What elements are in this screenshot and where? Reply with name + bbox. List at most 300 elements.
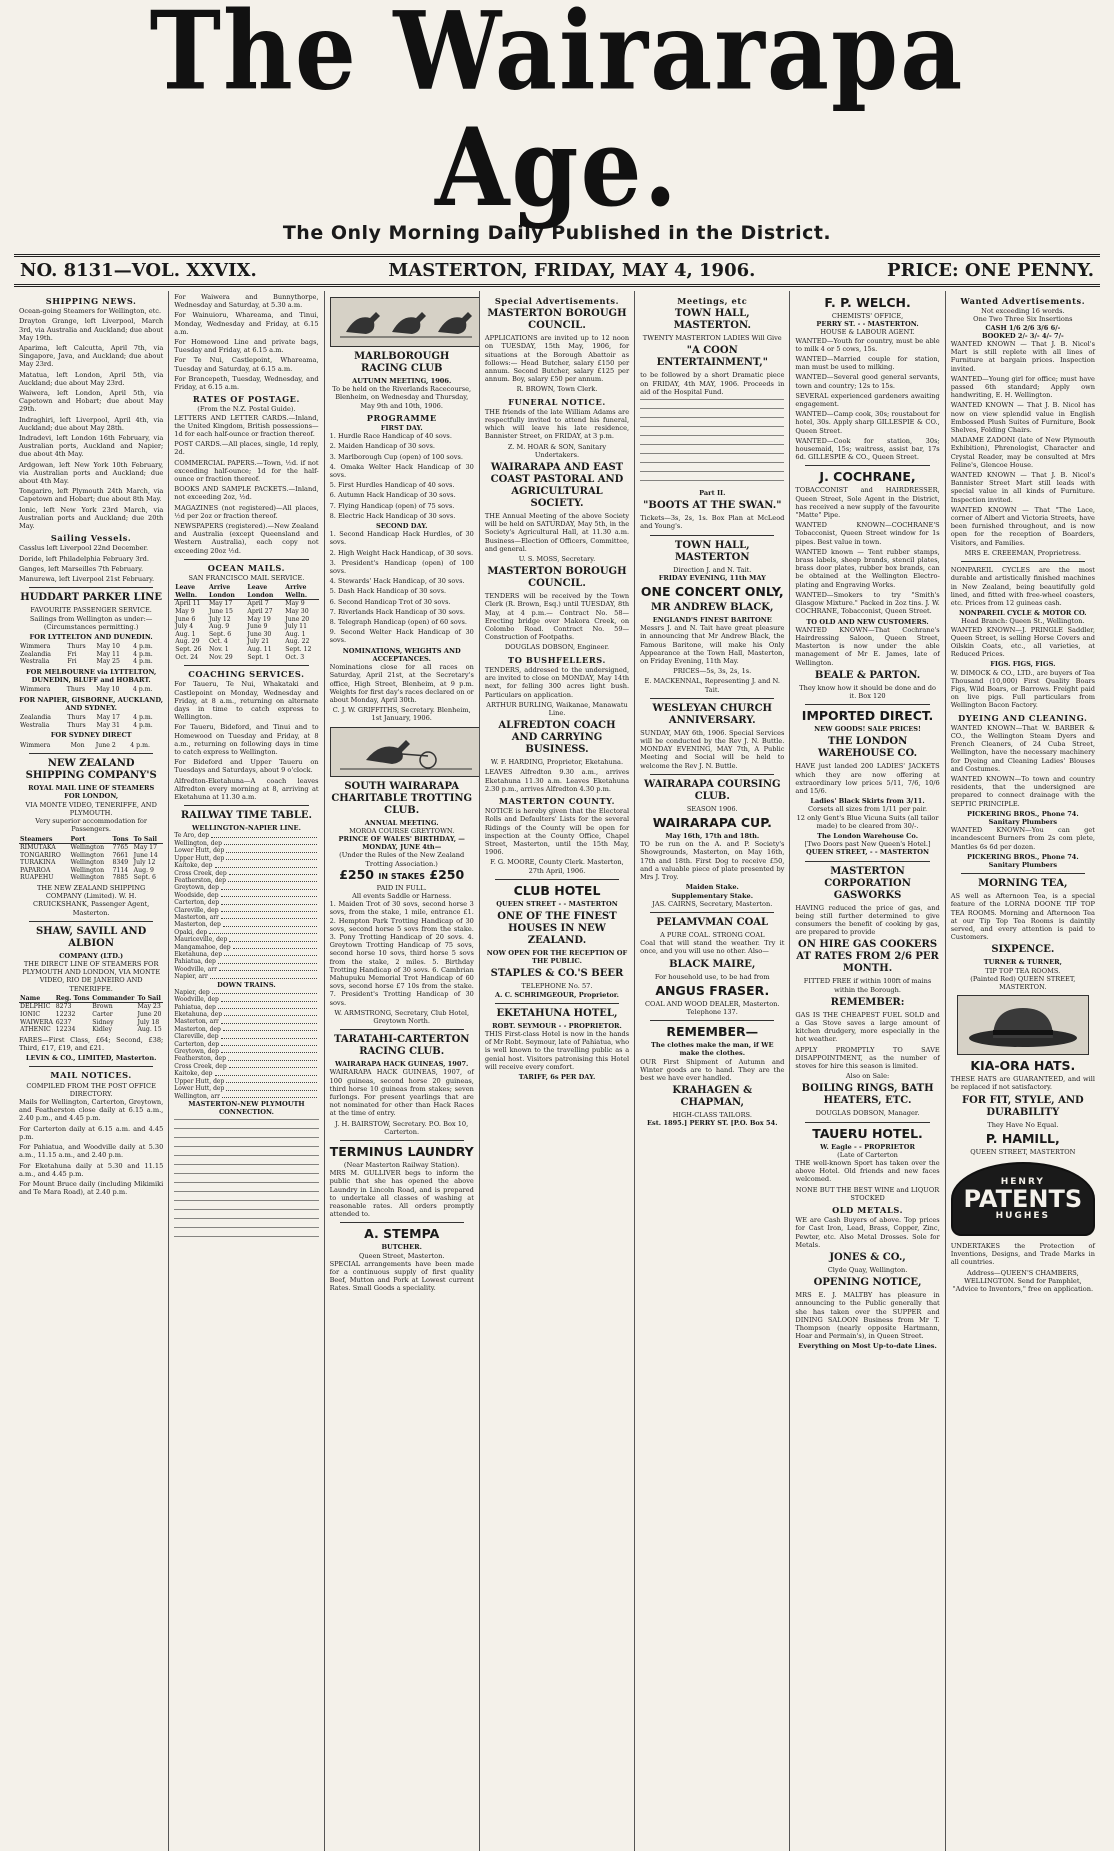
table-cell: DELPHIC <box>20 1003 51 1011</box>
laundry-title: TERMINUS LAUNDRY <box>329 1144 474 1160</box>
town-hall-text: to be followed by a short Dramatic piece on FRIDAY, 4th MAY, 1906. Proceeds in aid of the Hospital Fund. <box>640 371 785 396</box>
timetable-dots <box>221 996 317 1001</box>
table-row <box>19 722 163 730</box>
pickering-signature: PICKERING BROS., Phone 74. Sanitary Plumbers <box>966 809 1079 826</box>
list-item: For Homewood Line and private bags, Tuesday and Friday, at 6.15 a.m. <box>174 338 319 355</box>
station-name: Featherston, dep <box>174 876 226 884</box>
timetable-row <box>174 914 318 921</box>
mbc2-signature: DOUGLAS DOBSON, Engineer. <box>504 643 610 652</box>
table-cell: 7885 <box>112 874 129 882</box>
text-line <box>174 1119 318 1124</box>
coaching-list <box>174 680 318 801</box>
turner-title: TURNER & TURNER, <box>983 958 1062 967</box>
cycle-text: NONPAREIL CYCLES are the most durable and artistically finished machines in New Zealand, being beautifully gold lined, and fitted with free-wheel coasters, etc. Prices from 12 guineas cash. <box>950 566 1095 607</box>
swtc-sub: ANNUAL MEETING. <box>364 818 439 827</box>
mrc-signature: C. J. W. GRIFFITHS, Secretary. Blenheim, 1st January, 1906. <box>332 706 471 723</box>
table-cell: RIMUTAKA <box>20 844 56 852</box>
stakes-paid: PAID IN FULL. <box>376 883 427 892</box>
imported-sub: NEW GOODS! SALE PRICES! <box>814 725 921 734</box>
station-name: Greytown, dep <box>174 1048 219 1056</box>
list-item: Aparima, left Calcutta, April 7th, via Singapore, Java, and Auckland; due about May 23rd. <box>19 344 164 369</box>
pringle-text: WANTED KNOWN—J. PRINGLE Saddler, Queen Street, is selling Horse Covers and Oilskin Coats, etc., all varieties, at Reduced Prices. <box>950 625 1095 659</box>
timetable-dots <box>221 884 317 889</box>
list-item: Indradevi, left London 16th February, via Australian ports, Auckland and Napier; due about 4th May. <box>19 434 164 459</box>
table-cell: Mon <box>70 741 85 749</box>
railway-down-heading: DOWN TRAINS. <box>217 980 276 989</box>
table-cell: 6237 <box>55 1018 72 1026</box>
table-cell: ATHENIC <box>20 1026 51 1034</box>
table-cell: Wimmera <box>20 741 51 749</box>
gasworks-signature: DOUGLAS DOBSON, Manager. <box>815 1109 920 1118</box>
column-header: To Sail <box>133 836 164 844</box>
programme-heading: PROGRAMME <box>366 412 437 423</box>
station-name: Woodside, dep <box>174 891 219 899</box>
mrc-line: To be held on the Riverlands Racecourse, Blenheim, on Wednesday and Thursday, May 9th and 10th, 1906. <box>332 385 472 410</box>
patents-logo-word: PATENTS <box>963 1185 1083 1214</box>
timetable-row <box>174 899 318 906</box>
table-cell: Wellington <box>70 859 105 867</box>
stakes-banner <box>330 868 474 884</box>
town-hall2-dates: FRIDAY EVENING, 11th MAY <box>658 573 766 582</box>
list-item: 4. Omaka Welter Hack Handicap of 30 sovs. <box>329 462 474 480</box>
list-item: 2. High Weight Hack Handicap, of 30 sovs. <box>329 548 474 557</box>
creeeman-signature: MRS E. CREEEMAN, Proprietress. <box>964 548 1081 557</box>
table-row <box>19 714 163 722</box>
club-hotel-title: CLUB HOTEL <box>513 882 601 898</box>
sixpence: SIXPENCE. <box>991 944 1055 956</box>
sydney-heading: FOR SYDNEY DIRECT <box>50 731 132 740</box>
masthead <box>14 0 1100 244</box>
mail-heading: MAIL NOTICES. <box>50 1070 132 1081</box>
pickering2-signature: PICKERING BROS., Phone 74. Sanitary Plumbers <box>966 852 1079 869</box>
trotting-engraving <box>330 727 480 777</box>
column-7 <box>946 291 1100 1851</box>
table-cell: July 21 <box>247 638 270 646</box>
swtc-day: PRINCE OF WALES' BIRTHDAY, —MONDAY, JUNE 4th— <box>338 834 465 852</box>
list-item: For Taueru, Te Nui, Whakataki and Castlepoint on Monday, Wednesday and Friday, at 8 a.m., returning on alternate days in time to catch express to Wellington. <box>174 680 319 722</box>
dateline <box>14 254 1100 287</box>
mail-sub: COMPILED FROM THE POST OFFICE DIRECTORY. <box>26 1081 156 1098</box>
table-cell: May 19 <box>247 615 271 623</box>
timetable-row <box>174 907 318 914</box>
list-item: 8. Electric Hack Handicap of 30 sovs. <box>329 511 456 520</box>
table-cell: June 30 <box>247 630 272 638</box>
coal-text: Coal that will stand the weather. Try it once, and you will use no other. Also— <box>640 939 785 956</box>
table-cell: June 14 <box>133 851 158 859</box>
table-cell: April 11 <box>175 600 201 608</box>
railway-sub: WELLINGTON-NAPIER LINE. <box>191 824 301 833</box>
mail-list <box>19 1098 163 1196</box>
club-hotel-beer: STAPLES & CO.'S BEER <box>490 968 624 980</box>
text-line <box>640 426 784 431</box>
angus-fraser-title: ANGUS FRASER. <box>655 982 770 998</box>
mail-continued-list <box>174 293 318 391</box>
timetable-row <box>174 944 318 951</box>
table-cell: 7765 <box>112 844 129 852</box>
timetable-row <box>174 1093 318 1100</box>
station-name: Upper Hutt, dep <box>174 1077 225 1085</box>
text-line <box>640 480 784 485</box>
table-row <box>174 646 318 654</box>
dimock-text: W. DIMOCK & CO., LTD., are buyers of Tea Thousand (10,000) First Quality Boars Figs, Wild Boars, or Barrows. Freight paid on live pigs. Full particulars from Wellington Bacon Factory. <box>950 668 1095 710</box>
second-day-list <box>330 530 474 644</box>
station-name: Carterton, dep <box>174 1040 220 1048</box>
table-row <box>19 1003 163 1011</box>
rates-list <box>174 414 318 555</box>
gasworks-text: HAVING reduced the price of gas, and being still further determined to give consumers the benefit of cooking by gas, are prepared to provide <box>795 903 940 937</box>
cycle-title: NONPAREIL CYCLE & MOTOR CO. <box>959 609 1087 618</box>
table-cell: Aug. 15 <box>137 1026 162 1034</box>
station-name: Wellington, dep <box>174 839 222 847</box>
table-row <box>174 616 318 624</box>
table-cell: May 23 <box>137 1003 161 1011</box>
timetable-dots <box>224 840 317 845</box>
list-item: Manurewa, left Liverpool 21st February. <box>19 575 155 584</box>
london-warehouse-skirts: Ladies' Black Skirts from 3/11. <box>810 797 925 806</box>
mbc2-text: TENDERS will be received by the Town Clerk (R. Brown, Esq.) until TUESDAY, 8th May, at 4 p.m.— Contract No. 58—Erecting bridge over Makora Creek, on Colombo Road. Contract No. 59—Construction of Footpaths. <box>484 592 630 642</box>
timetable-dots <box>218 958 317 963</box>
london-warehouse-text: HAVE just landed 200 LADIES' JACKETS which they are now offering at extraordinary low prices 5/11, 7/6, 10/6 and 15/6. <box>795 762 940 795</box>
list-item: For Pahiatua, and Woodville daily at 5.30 a.m., 11.15 a.m., and 2.40 p.m. <box>19 1143 164 1160</box>
cochrane-list <box>795 521 939 615</box>
divider <box>805 1122 929 1123</box>
table-cell: Aug. 22 <box>285 638 310 646</box>
list-item: Mails for Wellington, Carterton, Greytown, and Featherston close daily at 6.15 a.m., 2.40 p.m., and 4.45 p.m. <box>19 1098 164 1123</box>
timetable-row <box>174 1070 318 1077</box>
club-hotel-open: NOW OPEN FOR THE RECEPTION OF THE PUBLIC. <box>486 948 628 966</box>
table-cell: 4 p.m. <box>130 741 150 749</box>
timetable-row <box>174 929 318 936</box>
timetable-dots <box>226 847 316 852</box>
table-cell: Zealandia <box>20 714 51 722</box>
table-cell: 7114 <box>112 866 129 874</box>
list-item: WANTED—Cook for station, 30s; housemaid, 15s; waitress, assist bar, 17s 6d. GILLESPIE & CO., Queen Street. <box>795 436 940 462</box>
swtc-title: SOUTH WAIRARAPA CHARITABLE TROTTING CLUB. <box>331 780 473 816</box>
patents-text: UNDERTAKES the Protection of Inventions, Designs, and Trade Marks in all countries. <box>950 1242 1095 1267</box>
town-hall2-title: TOWN HALL, MASTERTON <box>674 539 750 563</box>
andrew-black-signature: E. MACKENNAL, Representing J. and N. Tait. <box>644 677 780 694</box>
column-6 <box>790 291 945 1851</box>
london-warehouse-title: THE LONDON WAREHOUSE CO. <box>818 736 918 760</box>
club-hotel-place: QUEEN STREET - - MASTERTON <box>496 899 618 908</box>
table-cell: Sept. 6 <box>208 630 232 638</box>
timetable-row <box>174 989 318 996</box>
wairarapa-cup: WAIRARAPA CUP. <box>652 815 772 831</box>
andrew-black-title: MR ANDREW BLACK, <box>651 602 774 614</box>
table-row <box>174 638 318 646</box>
timetable-dots <box>221 1041 316 1046</box>
timetable-row <box>174 1011 318 1018</box>
one-concert-title: ONE CONCERT ONLY, <box>640 584 784 600</box>
nominations-heading: NOMINATIONS, WEIGHTS AND ACCEPTANCES. <box>342 646 461 663</box>
club-hotel-proprietor: A. C. SCHRIMGEOUR, Proprietor. <box>494 990 619 999</box>
column-1 <box>14 291 169 1851</box>
timetable-row <box>174 892 318 899</box>
part-two: Part II. <box>699 489 726 498</box>
list-item: MAGAZINES (not registered)—All places, ½d per 2oz or fraction thereof. <box>174 503 319 520</box>
beale-title: BEALE & PARTON. <box>814 669 921 681</box>
napier-table <box>19 714 163 729</box>
text-line <box>174 1209 318 1214</box>
list-item: For Wainuioru, Whareama, and Tinui, Monday, Wednesday and Friday, at 6.15 a.m. <box>174 311 319 336</box>
table-row <box>174 608 318 616</box>
divider <box>495 1003 619 1004</box>
timetable-row <box>174 862 318 869</box>
gasworks-fitted: FITTED FREE if within 100ft of mains within the Borough. <box>803 977 932 994</box>
station-name: Eketahuna, dep <box>174 1011 223 1019</box>
table-cell: June 6 <box>175 615 196 623</box>
timetable-row <box>174 832 318 839</box>
welch-place: PERRY ST. - - MASTERTON. <box>816 320 919 329</box>
table-cell: Wellington <box>70 851 105 859</box>
wanted-rates-line: One Two Three Six Insertions <box>973 315 1073 324</box>
andrew-black-text: Messrs J. and N. Tait have great pleasure in announcing that Mr Andrew Black, the Famous Baritone, will make his Only Appearance at the Town Hall, Masterton, on Friday Evening, 11th May. <box>640 624 785 666</box>
table-cell: Fri <box>67 650 77 658</box>
divider <box>29 921 153 922</box>
text-line <box>174 1218 318 1223</box>
table-cell: Thurs <box>67 643 86 651</box>
list-item: NEWSPAPERS (registered).—New Zealand and Australia (except Queensland and Western Australia), each copy not exceeding 20oz ½d. <box>174 522 319 555</box>
text-line <box>174 1137 318 1142</box>
list-item: For Brancepeth, Tuesday, Wednesday, and Friday, at 6.15 a.m. <box>174 374 319 392</box>
andrew-black-prices: PRICES—5s, 3s, 2s, 1s. <box>673 667 752 676</box>
text-line <box>640 444 784 449</box>
napier-heading: FOR NAPIER, GISBORNE, AUCKLAND, AND SYDNEY. <box>19 695 164 713</box>
mrc-title: MARLBOROUGH RACING CLUB <box>354 351 450 374</box>
nz-shipping-line: Very superior accommodation for Passengers. <box>35 817 148 834</box>
town-hall-title: TOWN HALL, MASTERTON. <box>673 308 751 332</box>
table-row <box>19 651 163 659</box>
divider <box>805 861 929 862</box>
column-header: Tons <box>111 836 132 844</box>
table-cell: May 31 <box>96 721 120 729</box>
table-row <box>19 852 163 860</box>
list-item: 9. Second Welter Hack Handicap of 30 sovs. <box>329 628 474 645</box>
table-cell: April 27 <box>247 608 273 616</box>
kia-ora-hats-text: THESE HATS are GUARANTEED, and will be replaced if not satisfactory. <box>950 1075 1095 1092</box>
table-cell: May 17 <box>208 600 233 608</box>
list-item: 4. Stewards' Hack Handicap, of 30 sovs. <box>329 577 465 586</box>
text-line <box>174 1236 318 1241</box>
railway-down-stations <box>174 989 318 1100</box>
text-line <box>174 1164 318 1169</box>
list-item: WANTED—Married couple for station, man must be used to milking. <box>795 355 940 372</box>
list-item: WANTED KNOWN — That J. B. Nicol's Bannister Street Mart still leads with special value in all kinds of Furniture. Inspection invited. <box>950 471 1095 504</box>
timetable-row <box>174 855 318 862</box>
table-cell: Thurs <box>67 721 86 729</box>
list-item: For Carterton daily at 6.15 a.m. and 4.45 p.m. <box>19 1124 164 1141</box>
station-name: Masterton, dep <box>174 921 221 929</box>
station-name: Lower Hutt, dep <box>174 1085 225 1093</box>
list-item: 3. Marlborough Cup (open) of 100 sovs. <box>329 452 463 461</box>
patents-address: Address—QUEEN'S CHAMBERS, WELLINGTON. Send for Pamphlet, "Advice to Inventors," free on application. <box>952 1268 1094 1294</box>
county-text: NOTICE is hereby given that the Electoral Rolls and Defaulters' Lists for the several Ridings of the County will be open for inspection at the County Office, Chapel Street, Masterton, until the 15th May, 1906. <box>484 807 630 857</box>
timetable-dots <box>228 1055 317 1060</box>
timetable-dots <box>226 855 316 860</box>
table-cell: Aug. 11 <box>247 646 272 654</box>
list-item: POST CARDS.—All places, single, 1d reply, 2d. <box>174 440 319 457</box>
cycle-sub: Head Branch: Queen St., Wellington. <box>961 617 1085 626</box>
timetable-row <box>174 1078 318 1085</box>
table-cell: July 11 <box>285 623 308 631</box>
table-cell: May 10 <box>96 686 120 694</box>
hat-icon <box>963 1000 1083 1050</box>
club-hotel-line: ONE OF THE FINEST HOUSES IN NEW ZEALAND. <box>497 910 617 946</box>
plymouth-heading: MASTERTON-NEW PLYMOUTH CONNECTION. <box>188 1099 305 1117</box>
station-name: Te Aro, dep <box>174 832 210 840</box>
table-cell: Westralia <box>20 721 50 729</box>
table-cell: June 20 <box>137 1011 162 1019</box>
list-item: 5. Dash Hack Handicap of 30 sovs. <box>329 587 447 596</box>
town-hall-prices: Tickets—3s, 2s, 1s. Box Plan at McLeod and Young's. <box>640 514 785 531</box>
wap-signature: U. S. MOSS, Secretary. <box>518 555 596 564</box>
timetable-dots <box>233 944 317 949</box>
timetable-row <box>174 1018 318 1025</box>
table-cell: July 12 <box>133 859 156 867</box>
column-header: Arrive Welln. <box>284 584 318 600</box>
meetings-heading: Meetings, etc <box>677 296 748 306</box>
divider <box>650 535 774 536</box>
nz-shipping-title: NEW ZEALAND SHIPPING COMPANY'S <box>25 758 157 782</box>
table-cell: July 18 <box>137 1018 160 1026</box>
table-cell: Sept. 1 <box>247 653 270 661</box>
shipping-heading: SHIPPING NEWS. <box>45 296 137 306</box>
london-warehouse-title2: The London Warehouse Co. <box>817 831 918 840</box>
divider <box>650 1020 774 1021</box>
list-item: Ganges, left Marseilles 7th February. <box>19 564 144 573</box>
timetable-dots <box>209 929 316 934</box>
table-row <box>19 686 163 694</box>
timetable-dots <box>223 1026 317 1031</box>
timetable-dots <box>221 914 317 919</box>
list-item: 6. Second Handicap Trot of 30 sovs. <box>329 597 451 606</box>
timetable-row <box>174 870 318 877</box>
beale-text: They know how it should be done and do it. Box 120 <box>799 683 936 700</box>
column-header: Steamers <box>19 836 70 844</box>
table-cell: Oct. 24 <box>175 653 199 661</box>
station-name: Napier, dep <box>174 988 210 996</box>
timetable-dots <box>221 899 316 904</box>
text-line <box>640 471 784 476</box>
table-cell: Wimmera <box>20 643 51 651</box>
kia-ora-hats-title: KIA-ORA HATS. <box>970 1058 1076 1074</box>
table-cell: Aug. 9 <box>133 866 154 874</box>
table-cell: May 11 <box>96 650 120 658</box>
text-line <box>640 462 784 467</box>
opening-notice-footer: Everything on Most Up-to-date Lines. <box>798 1342 937 1351</box>
station-name: Woodville, dep <box>174 996 219 1004</box>
station-name: Kaitoke, dep <box>174 1070 213 1078</box>
taueru-title: TAUERU HOTEL. <box>812 1125 923 1141</box>
turner-sub: TIP TOP TEA ROOMS. <box>985 966 1061 975</box>
maiden-stake: Maiden Stake. <box>685 883 739 892</box>
table-cell: TONGARIRO <box>20 851 61 859</box>
patents-logo-bottom: HUGHES <box>995 1211 1051 1222</box>
black-maire: BLACK MAIRE, <box>669 958 756 970</box>
tcr-signature: J. H. BAIRSTOW, Secretary. P.O. Box 10, Carterton. <box>335 1119 469 1136</box>
list-item: 8. Telegraph Handicap (open) of 60 sovs. <box>329 618 467 627</box>
divider <box>340 1140 464 1141</box>
list-item: Drayton Grange, left Liverpool, March 3rd, via Australia and Auckland; due about May 19th. <box>19 317 164 342</box>
table-cell: TURAKINA <box>20 859 56 867</box>
column-header: Arrive London <box>208 584 246 600</box>
mbc2-title: MASTERTON BOROUGH COUNCIL. <box>487 566 627 590</box>
coursing-sub: SEASON 1906. <box>686 804 738 813</box>
cochrane-title: J. COCHRANE, <box>819 469 916 485</box>
patents-logo-top: HENRY <box>1000 1176 1045 1187</box>
table-cell: July 12 <box>208 615 231 623</box>
table-cell: Thurs <box>67 714 86 722</box>
table-cell: 4 p.m. <box>133 721 153 729</box>
nominations-text: Nominations close for all races on Saturday, April 21st, at the Secretary's office, High Street, Blenheim, at 9 p.m. Weights for first day's races declared on or about Monday, April 30th. <box>329 663 474 704</box>
stempa-title: A. STEMPA <box>364 1226 440 1242</box>
list-item: 6. Autumn Hack Handicap of 30 sovs. <box>329 491 456 500</box>
table-cell: Zealandia <box>20 650 51 658</box>
timetable-row <box>174 1004 318 1011</box>
melbourne-table <box>19 686 163 694</box>
list-item: WANTED known — Tent rubber stamps, brass labels, sheep brands, stencil plates, brass door plates, rubber box brands, can be obtained at the Wellington Electro-plating and Engraving Works. <box>795 547 940 589</box>
station-name: Masterton, arr <box>174 913 219 921</box>
text-line <box>174 1128 318 1133</box>
coursing-title: WAIRARAPA COURSING CLUB. <box>644 778 781 802</box>
place-date: MASTERTON, FRIDAY, MAY 4, 1906. <box>388 260 756 281</box>
taueru-late: (Late of Carterton <box>837 1150 898 1159</box>
list-item: WANTED—Several good general servants, town and country; 12s to 15s. <box>795 373 940 390</box>
county-signature: F. G. MOORE, County Clerk. Masterton, 27th April, 1906. <box>490 858 624 875</box>
table-cell: Wellington <box>70 874 105 882</box>
table-cell: June 15 <box>208 608 233 616</box>
table-row <box>19 1011 163 1019</box>
table-cell: May 17 <box>133 844 158 852</box>
column-header: To Sail <box>136 995 163 1003</box>
table-header-row <box>19 995 163 1003</box>
table-row <box>19 859 163 867</box>
stempa-sub: BUTCHER. <box>381 1243 422 1252</box>
coach-title: ALFREDTON COACH AND CARRYING BUSINESS. <box>498 720 616 756</box>
sydney-table <box>19 742 163 750</box>
london-warehouse-door: [Two Doors past New Queen's Hotel.] <box>804 840 931 849</box>
melbourne-heading: FOR MELBOURNE via LYTTELTON, DUNEDIN, BLUFF and HOBART. <box>26 667 157 685</box>
ocean-mails-heading: OCEAN MAILS. <box>207 562 286 573</box>
bush-signature: ARTHUR BURLING, Waikanae, Manawatu Line. <box>486 700 628 717</box>
supplementary-stake: Supplementary Stake. <box>671 891 754 900</box>
table-cell: Aug. 1 <box>175 630 196 638</box>
text-line <box>640 408 784 413</box>
issue-number: NO. 8131—VOL. XXVIX. <box>20 260 257 281</box>
table-row <box>174 631 318 639</box>
krahagen-title: KRAHAGEN & CHAPMAN, <box>672 1085 753 1109</box>
stakes-right: £250 <box>429 866 465 882</box>
swtc-rules: (Under the Rules of the New Zealand Trotting Association.) <box>339 851 465 868</box>
racing-horses-engraving <box>330 297 480 347</box>
remember2-apply: APPLY PROMPTLY TO SAVE DISAPPOINTMENT, as the number of stoves for hire this season is limited. <box>795 1045 940 1070</box>
timetable-row <box>174 1033 318 1040</box>
divider <box>650 774 774 775</box>
text-line <box>640 435 784 440</box>
shipping-intro: Ocean-going Steamers for Wellington, etc. <box>19 307 162 316</box>
text-line <box>174 1173 318 1178</box>
divider <box>650 698 774 699</box>
table-row <box>174 623 318 631</box>
list-item: Waiwera, left London, April 5th, via Capetown and Hobart; due about May 29th. <box>19 389 164 414</box>
mbc-signature: R. BROWN, Town Clerk. <box>516 385 598 394</box>
bush-heading: TO BUSHFELLERS. <box>508 654 606 665</box>
table-cell: May 25 <box>96 658 120 666</box>
divider <box>340 1029 464 1030</box>
huddart-sub: FAVOURITE PASSENGER SERVICE. <box>30 606 152 615</box>
table-cell: June 20 <box>285 615 310 623</box>
funeral-heading: FUNERAL NOTICE. <box>508 396 606 407</box>
